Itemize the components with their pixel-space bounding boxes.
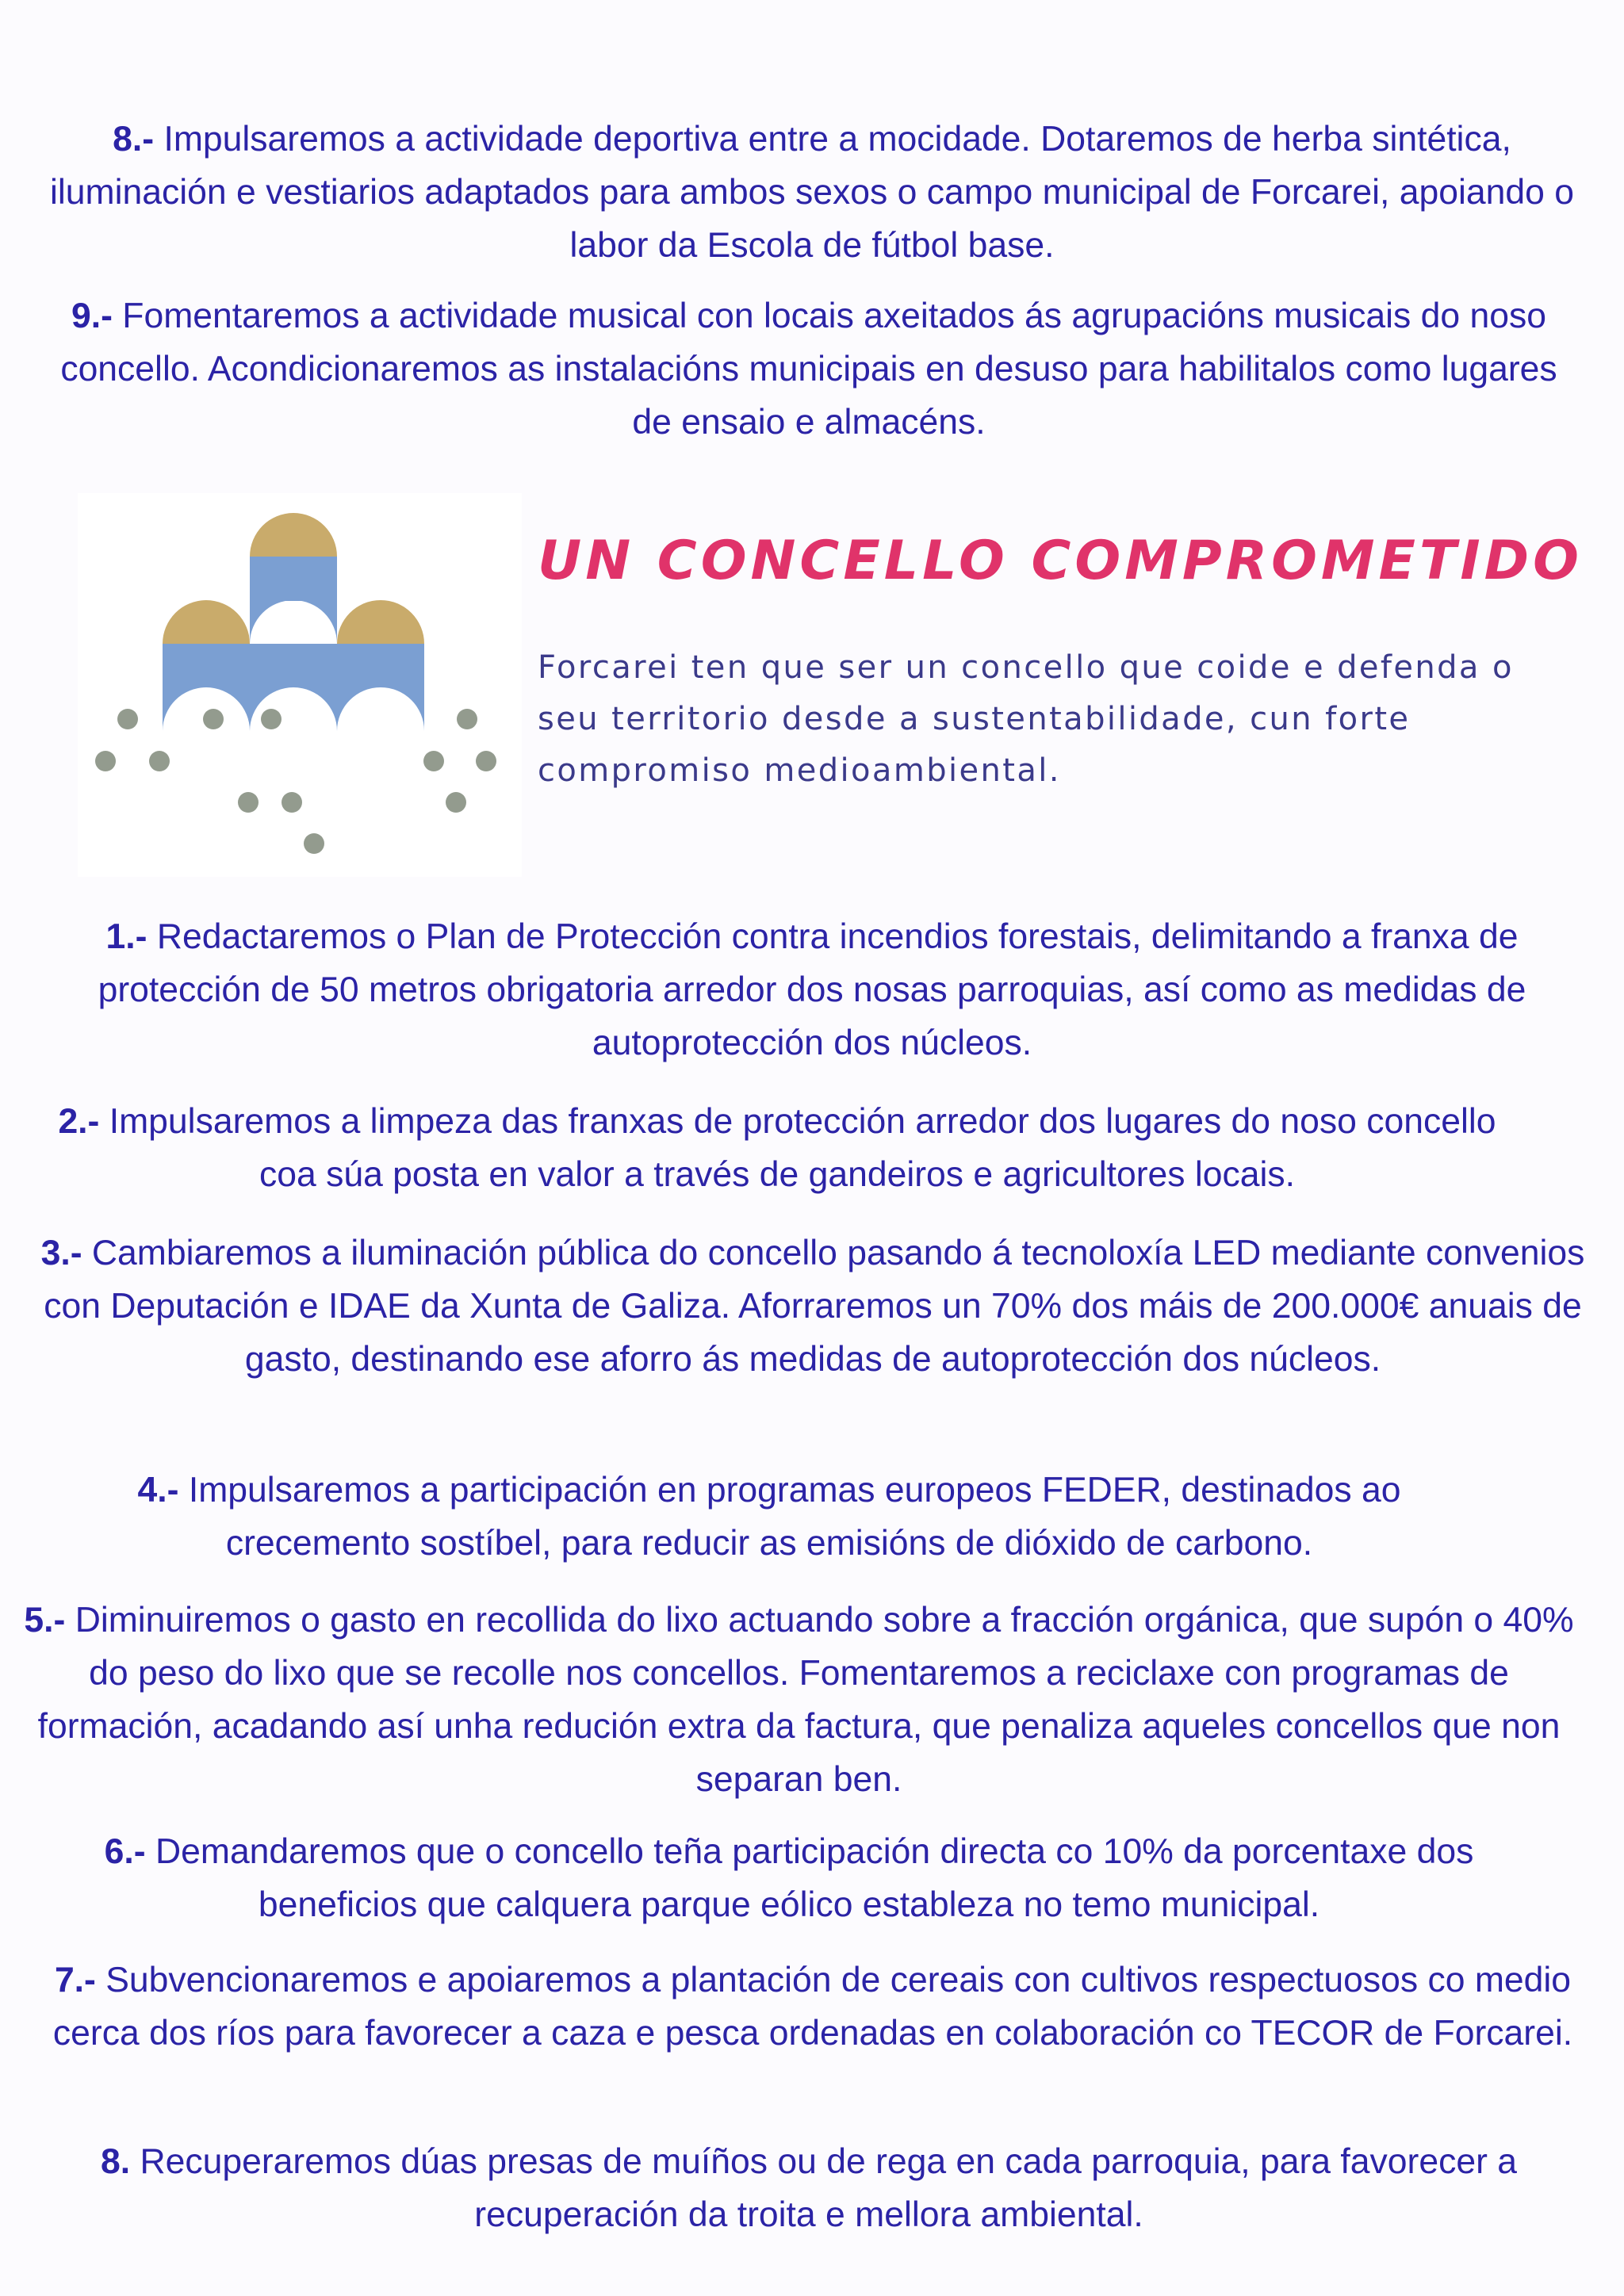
item-5 [16, 1594, 1582, 1806]
item-number: 9.- [71, 297, 113, 335]
section-description: Forcarei ten que ser un concello que coide e defenda o seu territorio desde a sustentabilidade, cun forte compromiso medioambiental. [538, 649, 1514, 789]
item-text: Demandaremos que o concello teña participación directa co 10% da porcentaxe dos beneficios que calquera parque eólico estableza no temo municipal. [155, 1832, 1474, 1924]
item-number: 7.- [54, 1961, 96, 1999]
item-text: Subvencionaremos e apoiaremos a plantación de cereais con cultivos respectuosos co medio cerca dos ríos para favorecer a caza e pesca ordenadas en colaboración co TECOR de Forcarei. [52, 1961, 1573, 2053]
item-text: Fomentaremos a actividade musical con locais axeitados ás agrupacións musicais do noso concello. Acondicionaremos as instalacións municipais en desuso para habilitalos como lugares de ensaio e almacéns. [60, 297, 1557, 442]
item-text: Cambiaremos a iluminación pública do concello pasando á tecnoloxía LED mediante convenios con Deputación e IDAE da Xunta de Galiza. Aforraremos un 70% dos máis de 200.000€ anuais de gasto, destinando ese aforro ás medidas de autoprotección dos núcleos. [44, 1234, 1585, 1379]
item-top-8 [32, 113, 1592, 272]
logo [78, 493, 522, 877]
item-text: Diminuiremos o gasto en recollida do lixo actuando sobre a fracción orgánica, que supón o 40% do peso do lixo que se recolle nos concellos. Fomentaremos a reciclaxe con programas de formación, acadando así unha redución extra da factura, que penaliza aqueles concellos que non separan ben. [37, 1601, 1574, 1799]
item-8 [48, 2135, 1570, 2241]
item-top-9 [48, 289, 1570, 449]
item-text: Impulsaremos a actividade deportiva entre a mocidade. Dotaremos de herba sintética, iluminación e vestiarios adaptados para ambos sexos o campo municipal de Forcarei, apoiando o labor da Escola de fútbol base. [50, 120, 1574, 265]
item-7 [40, 1954, 1586, 2060]
section-title: UN CONCELLO COMPROMETIDO [538, 530, 1583, 592]
item-number: 4.- [137, 1471, 179, 1510]
item-text: Redactaremos o Plan de Protección contra incendios forestais, delimitando a franxa de protección de 50 metros obrigatoria arredor dos nosas parroquias, así como as medidas de autoprotección dos núcleos. [98, 917, 1526, 1062]
item-number: 8.- [113, 120, 155, 159]
item-text: Impulsaremos a limpeza das franxas de protección arredor dos lugares do noso concello coa súa posta en valor a través de gandeiros e agricultores locais. [109, 1102, 1496, 1194]
item-1 [32, 910, 1592, 1070]
item-number: 8. [100, 2142, 131, 2181]
item-4 [71, 1464, 1467, 1570]
item-number: 6.- [104, 1832, 146, 1871]
item-text: Impulsaremos a participación en programas europeos FEDER, destinados ao crecemento sostíbel, para reducir as emisións de dióxido de carbono. [188, 1471, 1401, 1563]
item-number: 1.- [105, 917, 147, 956]
item-text: Recuperaremos dúas presas de muíños ou de rega en cada parroquia, para favorecer a recuperación da troita e mellora ambiental. [140, 2142, 1518, 2234]
item-number: 5.- [24, 1601, 66, 1640]
item-3 [40, 1226, 1586, 1386]
item-number: 2.- [58, 1102, 100, 1141]
church-domes-logo-icon [78, 493, 522, 877]
item-2 [56, 1095, 1499, 1201]
item-6 [32, 1825, 1546, 1931]
item-number: 3.- [40, 1234, 82, 1272]
